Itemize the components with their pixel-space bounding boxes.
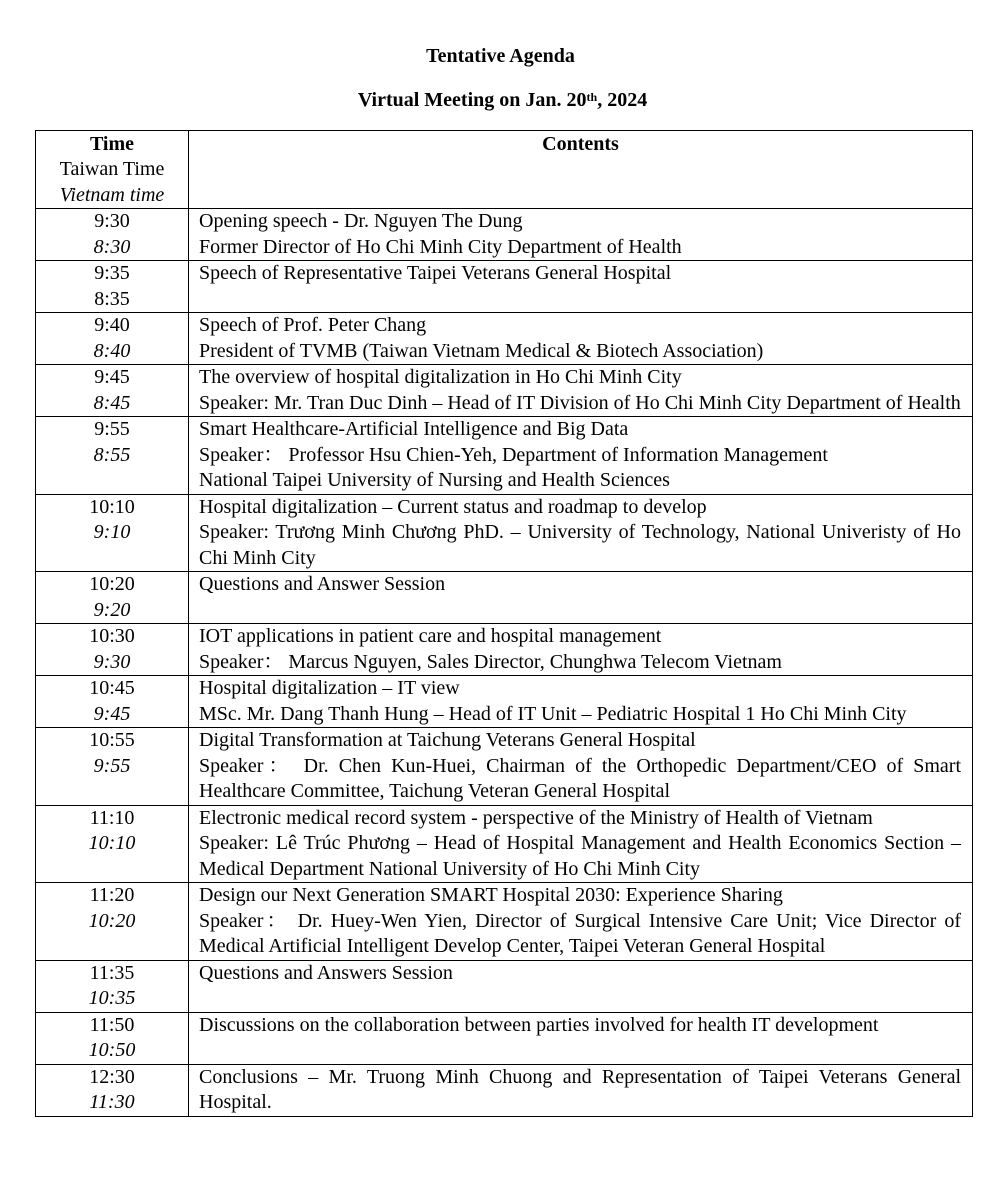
- contents-cell: [189, 313, 973, 365]
- agenda-row: [36, 624, 973, 676]
- session-title: Questions and Answers Session: [199, 961, 453, 984]
- agenda-table: [35, 130, 973, 1117]
- session-title: Hospital digitalization – Current status and roadmap to develop: [199, 495, 707, 518]
- subtitle-suffix: , 2024: [597, 89, 648, 111]
- vietnam-time: 10:50: [88, 1039, 136, 1061]
- vietnam-time: 8:40: [93, 339, 131, 362]
- vietnam-time: 9:45: [93, 702, 131, 725]
- time-cell: [36, 365, 189, 417]
- taiwan-time: 9:55: [94, 418, 130, 440]
- session-title: Speech of Prof. Peter Chang: [199, 314, 427, 336]
- agenda-row: [36, 805, 973, 883]
- contents-cell: [189, 960, 973, 1012]
- contents-cell: [189, 417, 973, 495]
- contents-cell: [189, 883, 973, 961]
- taiwan-time: 10:20: [89, 573, 135, 595]
- contents-cell: [189, 209, 973, 261]
- taiwan-time: 11:35: [89, 961, 135, 984]
- agenda-body: [36, 209, 973, 1117]
- vietnam-time: 10:10: [88, 832, 136, 854]
- time-cell: [36, 883, 189, 961]
- contents-cell: [189, 365, 973, 417]
- session-detail: Speaker： Marcus Nguyen, Sales Director, Chunghwa Telecom Vietnam: [199, 650, 782, 673]
- session-detail: Speaker： Dr. Chen Kun-Huei, Chairman of the Orthopedic Department/CEO of Smart Healthcare Committee, Taichung Veteran General Hospital: [199, 754, 961, 802]
- contents-cell: [189, 494, 973, 572]
- time-cell: [36, 805, 189, 883]
- time-header: Time: [89, 133, 135, 155]
- taiwan-time: 9:40: [94, 314, 130, 336]
- subtitle-superscript: th: [586, 90, 598, 104]
- subtitle-prefix: Virtual Meeting on Jan. 20: [357, 89, 587, 111]
- agenda-row: [36, 417, 973, 495]
- time-cell: [36, 313, 189, 365]
- session-title: Digital Transformation at Taichung Veterans General Hospital: [199, 729, 696, 751]
- vietnam-time: 8:30: [93, 235, 131, 258]
- session-title: Questions and Answer Session: [199, 573, 446, 595]
- taiwan-time-header: Taiwan Time: [59, 158, 165, 180]
- time-cell: [36, 676, 189, 728]
- taiwan-time: 10:30: [89, 625, 135, 647]
- agenda-header-row: [36, 131, 973, 209]
- contents-header: Contents: [542, 133, 619, 155]
- session-title: Electronic medical record system - perspective of the Ministry of Health of Vietnam: [199, 806, 873, 829]
- session-detail: MSc. Mr. Dang Thanh Hung – Head of IT Unit – Pediatric Hospital 1 Ho Chi Minh City: [199, 702, 907, 725]
- session-title: Conclusions – Mr. Truong Minh Chuong and Representation of Taipei Veterans General Hospital.: [199, 1065, 961, 1113]
- time-cell: [36, 624, 189, 676]
- vietnam-time: 9:30: [93, 650, 131, 673]
- taiwan-time: 11:10: [89, 806, 135, 829]
- session-title: Hospital digitalization – IT view: [199, 677, 460, 699]
- session-detail: Former Director of Ho Chi Minh City Department of Health: [199, 235, 682, 258]
- time-cell: [36, 1064, 189, 1116]
- time-cell: [36, 261, 189, 313]
- vietnam-time: 9:20: [93, 598, 131, 621]
- taiwan-time: 9:30: [94, 210, 130, 232]
- contents-cell: [189, 572, 973, 624]
- vietnam-time: 10:20: [88, 909, 136, 932]
- taiwan-time: 9:45: [94, 366, 130, 388]
- contents-cell: [189, 261, 973, 313]
- vietnam-time: 8:35: [94, 287, 130, 310]
- session-detail: Speaker: Lê Trúc Phương – Head of Hospital Management and Health Economics Section – Medical Department National University of Ho Chi Minh City: [199, 832, 961, 880]
- session-detail: Speaker: Trương Minh Chương PhD. – University of Technology, National Univeristy of Ho Chi Minh City: [199, 521, 961, 569]
- agenda-row: [36, 313, 973, 365]
- vietnam-time: 10:35: [88, 987, 136, 1009]
- vietnam-time: 8:55: [93, 443, 131, 466]
- agenda-row: [36, 1064, 973, 1116]
- taiwan-time: 10:10: [89, 495, 135, 518]
- session-title: Smart Healthcare-Artificial Intelligence and Big Data: [199, 418, 629, 440]
- agenda-row: [36, 494, 973, 572]
- taiwan-time: 12:30: [89, 1065, 135, 1088]
- vietnam-time: 9:10: [93, 521, 131, 543]
- time-cell: [36, 1012, 189, 1064]
- vietnam-time: 9:55: [93, 754, 131, 777]
- taiwan-time: 11:20: [89, 884, 135, 906]
- contents-cell: [189, 624, 973, 676]
- time-header-cell: [36, 131, 189, 209]
- agenda-row: [36, 960, 973, 1012]
- contents-cell: [189, 728, 973, 806]
- session-detail: National Taipei University of Nursing and Health Sciences: [199, 469, 670, 491]
- session-title: Discussions on the collaboration between parties involved for health IT development: [199, 1013, 879, 1036]
- agenda-row: [36, 261, 973, 313]
- contents-cell: [189, 1012, 973, 1064]
- contents-cell: [189, 676, 973, 728]
- document-subtitle: [0, 88, 1001, 112]
- time-cell: [36, 572, 189, 624]
- session-detail: Speaker： Dr. Huey-Wen Yien, Director of Surgical Intensive Care Unit; Vice Director of Medical Artificial Intelligent Develop Center, Taipei Veteran General Hospital: [199, 909, 961, 957]
- session-title: The overview of hospital digitalization in Ho Chi Minh City: [199, 366, 682, 388]
- vietnam-time: 8:45: [93, 391, 131, 414]
- contents-cell: [189, 805, 973, 883]
- time-cell: [36, 728, 189, 806]
- session-detail: President of TVMB (Taiwan Vietnam Medical & Biotech Association): [199, 339, 764, 362]
- session-detail: Speaker: Mr. Tran Duc Dinh – Head of IT Division of Ho Chi Minh City Department of Health: [199, 391, 961, 414]
- agenda-row: [36, 365, 973, 417]
- agenda-row: [36, 1012, 973, 1064]
- time-cell: [36, 494, 189, 572]
- agenda-row: [36, 209, 973, 261]
- agenda-row: [36, 676, 973, 728]
- time-cell: [36, 960, 189, 1012]
- session-title: Opening speech - Dr. Nguyen The Dung: [199, 210, 523, 232]
- agenda-row: [36, 572, 973, 624]
- session-title: Design our Next Generation SMART Hospital 2030: Experience Sharing: [199, 884, 783, 906]
- document-title: Tentative Agenda: [426, 45, 575, 67]
- agenda-row: [36, 728, 973, 806]
- taiwan-time: 11:50: [89, 1013, 135, 1036]
- session-detail: Speaker： Professor Hsu Chien-Yeh, Department of Information Management: [199, 443, 828, 466]
- time-cell: [36, 209, 189, 261]
- vietnam-time: 11:30: [89, 1091, 135, 1113]
- taiwan-time: 9:35: [94, 262, 130, 284]
- session-title: Speech of Representative Taipei Veterans General Hospital: [199, 262, 672, 284]
- taiwan-time: 10:45: [89, 677, 135, 699]
- session-title: IOT applications in patient care and hospital management: [199, 625, 662, 647]
- agenda-row: [36, 883, 973, 961]
- vietnam-time-header: Vietnam time: [59, 183, 165, 206]
- taiwan-time: 10:55: [89, 729, 135, 751]
- time-cell: [36, 417, 189, 495]
- contents-header-cell: [189, 131, 973, 209]
- contents-cell: [189, 1064, 973, 1116]
